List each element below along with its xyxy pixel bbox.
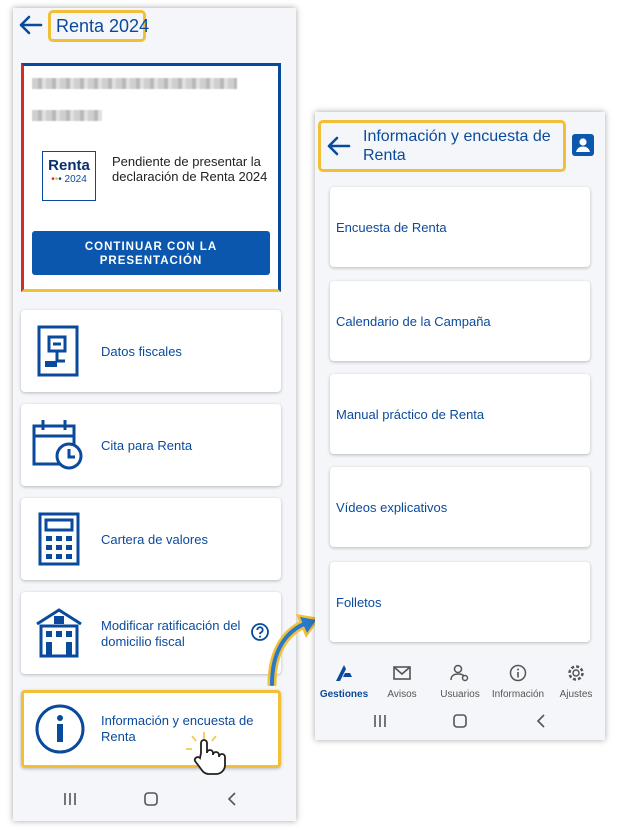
right-phone-screen [315, 112, 605, 740]
system-nav-bar [315, 704, 605, 740]
mail-icon [392, 664, 412, 682]
status-text: Pendiente de presentar la declaración de Renta 2024 [112, 154, 268, 184]
tax-data-icon [35, 325, 81, 377]
list-item[interactable]: Calendario de la Campaña [330, 281, 590, 361]
info-icon [508, 664, 528, 682]
list-item[interactable]: Vídeos explicativos [330, 467, 590, 547]
system-back-icon[interactable] [226, 792, 240, 806]
list-item[interactable]: Encuesta de Renta [330, 187, 590, 267]
renta-logo: Renta ••• 2024 [42, 151, 96, 201]
tab-gestiones[interactable]: Gestiones [315, 664, 373, 700]
calculator-icon [37, 512, 81, 566]
building-icon [33, 606, 85, 660]
summary-card-frame [21, 63, 281, 292]
home-icon[interactable] [453, 714, 467, 728]
tab-informacion[interactable]: Información [489, 664, 547, 700]
tab-ajustes[interactable]: Ajustes [547, 664, 605, 700]
redacted-id [32, 110, 102, 121]
menu-item-cita-renta[interactable] [21, 404, 281, 486]
app-bar [13, 8, 296, 58]
system-nav-bar [13, 782, 296, 821]
back-arrow-icon[interactable] [325, 135, 351, 157]
redacted-name [32, 78, 237, 89]
profile-icon[interactable] [572, 134, 594, 156]
left-phone-screen [13, 8, 296, 821]
list-item[interactable]: Folletos [330, 562, 590, 642]
system-back-icon[interactable] [535, 714, 549, 728]
bottom-tab-bar [315, 652, 605, 702]
menu-item-informacion-encuesta[interactable] [21, 690, 281, 768]
menu-item-label: Cita para Renta [101, 438, 193, 453]
page-title: Información y encuesta de Renta [363, 128, 551, 164]
hand-pointer-icon [184, 731, 234, 775]
menu-item-domicilio-fiscal[interactable] [21, 592, 281, 674]
back-arrow-icon[interactable] [17, 14, 43, 36]
info-icon [34, 703, 86, 755]
calendar-clock-icon [31, 418, 85, 470]
gear-icon [566, 664, 586, 682]
recent-apps-icon[interactable] [373, 714, 387, 728]
menu-item-datos-fiscales[interactable] [21, 310, 281, 392]
tab-usuarios[interactable]: Usuarios [431, 664, 489, 700]
list-item[interactable]: Manual práctico de Renta [330, 374, 590, 454]
user-settings-icon [450, 664, 470, 682]
continue-presentation-button[interactable]: CONTINUAR CON LA PRESENTACIÓN [32, 231, 270, 275]
home-icon[interactable] [144, 792, 158, 806]
menu-item-label: Modificar ratificación del domicilio fiscal [101, 618, 241, 649]
tab-avisos[interactable]: Avisos [373, 664, 431, 700]
menu-item-cartera-valores[interactable] [21, 498, 281, 580]
menu-item-label: Datos fiscales [101, 344, 182, 359]
recent-apps-icon[interactable] [63, 792, 77, 806]
page-title: Renta 2024 [56, 16, 150, 36]
menu-item-label: Cartera de valores [101, 532, 208, 547]
app-bar [315, 112, 605, 176]
menu-item-label: Información y encuesta de Renta [101, 713, 254, 744]
aeat-logo-icon [334, 664, 354, 682]
